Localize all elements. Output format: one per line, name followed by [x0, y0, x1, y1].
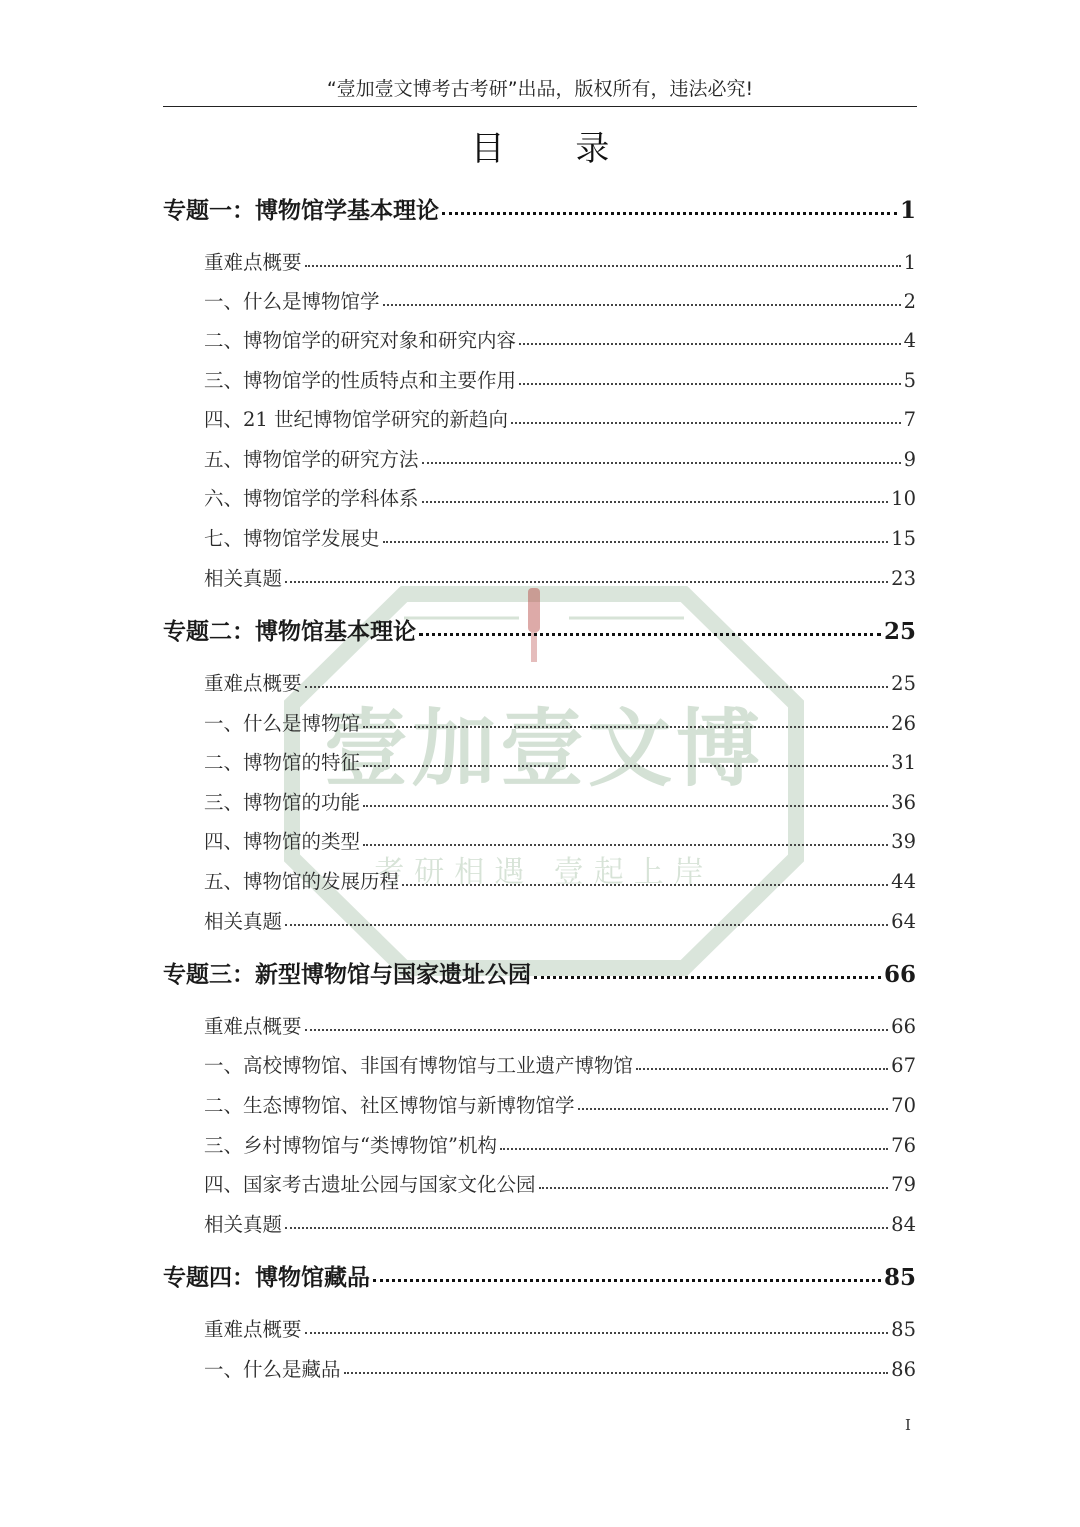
toc-dot-leader	[344, 1357, 889, 1377]
toc-entry-page: 36	[891, 791, 916, 814]
toc-entry-page: 5	[903, 369, 916, 392]
toc-entry-title: 二、博物馆的特征	[204, 751, 361, 774]
toc-entry-page: 23	[891, 567, 916, 590]
toc-entry-title: 三、博物馆学的性质特点和主要作用	[204, 369, 517, 392]
toc-entry-page: 39	[891, 830, 916, 853]
toc-entry-title: 四、国家考古遗址公园与国家文化公园	[204, 1173, 536, 1196]
toc-section-entry[interactable]	[163, 787, 916, 819]
toc-entry-page: 79	[891, 1173, 916, 1196]
toc-chapter-entry[interactable]	[163, 1260, 916, 1296]
toc-dot-leader	[422, 447, 901, 467]
toc-entry-title: 重难点概要	[204, 1015, 302, 1038]
toc-dot-leader	[285, 566, 888, 586]
toc-entry-page: 86	[891, 1358, 916, 1381]
toc-dot-leader	[442, 195, 897, 218]
toc-dot-leader	[636, 1053, 888, 1073]
toc-entry-title: 三、乡村博物馆与“类博物馆”机构	[204, 1134, 497, 1157]
toc-entry-page: 15	[891, 527, 916, 550]
toc-section-entry[interactable]	[163, 483, 916, 515]
toc-dot-leader	[305, 1014, 889, 1034]
toc-entry-page: 1	[899, 197, 916, 224]
toc-dot-leader	[511, 407, 901, 427]
toc-entry-page: 10	[891, 487, 916, 510]
toc-entry-title: 一、什么是博物馆	[204, 712, 361, 735]
toc-entry-title: 一、什么是藏品	[204, 1358, 341, 1381]
toc-dot-leader	[363, 711, 888, 731]
toc-dot-leader	[578, 1093, 889, 1113]
toc-section-entry[interactable]	[163, 1354, 916, 1386]
toc-entry-title: 五、博物馆的发展历程	[204, 870, 400, 893]
watermark-brand: 壹加壹文博	[323, 700, 765, 798]
toc-dot-leader	[419, 616, 881, 639]
toc-section-entry[interactable]	[163, 247, 916, 279]
toc-entry-page: 31	[891, 751, 916, 774]
toc-dot-leader	[534, 959, 881, 982]
toc-entry-page: 70	[891, 1094, 916, 1117]
toc-entry-page: 1	[903, 251, 916, 274]
toc-dot-leader	[500, 1133, 888, 1153]
toc-section-entry[interactable]	[163, 1050, 916, 1082]
toc-entry-title: 六、博物馆学的学科体系	[204, 487, 419, 510]
toc-entry-title: 专题四：博物馆藏品	[163, 1264, 370, 1291]
toc-entry-title: 七、博物馆学发展史	[204, 527, 380, 550]
toc-entry-page: 25	[883, 618, 916, 645]
toc-entry-page: 84	[891, 1213, 916, 1236]
toc-entry-title: 四、21 世纪博物馆学研究的新趋向	[204, 408, 509, 431]
toc-dot-leader	[305, 250, 901, 270]
toc-section-entry[interactable]	[163, 1090, 916, 1122]
toc-entry-title: 五、博物馆学的研究方法	[204, 448, 419, 471]
toc-section-entry[interactable]	[163, 866, 916, 898]
toc-dot-leader	[305, 1317, 889, 1337]
toc-entry-title: 一、高校博物馆、非国有博物馆与工业遗产博物馆	[204, 1054, 634, 1077]
toc-title: 目 录	[470, 129, 640, 169]
toc-entry-page: 66	[883, 961, 916, 988]
toc-section-entry[interactable]	[163, 1209, 916, 1241]
toc-entry-page: 67	[891, 1054, 916, 1077]
toc-dot-leader	[383, 526, 889, 546]
toc-entry-title: 一、什么是博物馆学	[204, 290, 380, 313]
watermark-slogan: 考研相遇 壹起上岸	[374, 855, 714, 890]
page-number: I	[905, 1416, 911, 1434]
toc-dot-leader	[402, 869, 888, 889]
toc-entry-page: 85	[891, 1318, 916, 1341]
toc-section-entry[interactable]	[163, 325, 916, 357]
toc-section-entry[interactable]	[163, 906, 916, 938]
toc-section-entry[interactable]	[163, 1314, 916, 1346]
toc-entry-page: 7	[903, 408, 916, 431]
toc-entry-page: 9	[903, 448, 916, 471]
toc-entry-page: 64	[891, 910, 916, 933]
toc-entry-page: 2	[903, 290, 916, 313]
toc-entry-page: 25	[891, 672, 916, 695]
toc-section-entry[interactable]	[163, 563, 916, 595]
toc-dot-leader	[363, 829, 888, 849]
toc-dot-leader	[539, 1172, 889, 1192]
toc-dot-leader	[305, 671, 889, 691]
running-header-text: “壹加壹文博考古考研”出品，版权所有，违法必究!	[326, 78, 754, 100]
toc-entry-page: 26	[891, 712, 916, 735]
toc-section-entry[interactable]	[163, 286, 916, 318]
toc-dot-leader	[363, 790, 888, 810]
toc-chapter-entry[interactable]	[163, 614, 916, 650]
toc-entry-title: 二、博物馆学的研究对象和研究内容	[204, 329, 517, 352]
toc-entry-title: 重难点概要	[204, 1318, 302, 1341]
toc-entry-title: 重难点概要	[204, 672, 302, 695]
toc-section-entry[interactable]	[163, 826, 916, 858]
running-header	[163, 74, 917, 107]
toc-section-entry[interactable]	[163, 747, 916, 779]
toc-section-entry[interactable]	[163, 523, 916, 555]
toc-section-entry[interactable]	[163, 708, 916, 740]
toc-dot-leader	[363, 750, 888, 770]
toc-entry-title: 相关真题	[204, 1213, 283, 1236]
toc-entry-title: 专题三：新型博物馆与国家遗址公园	[163, 961, 531, 988]
toc-dot-leader	[519, 368, 901, 388]
toc-section-entry[interactable]	[163, 1169, 916, 1201]
toc-chapter-entry[interactable]	[163, 193, 916, 229]
toc-section-entry[interactable]	[163, 365, 916, 397]
toc-dot-leader	[285, 909, 888, 929]
toc-entry-page: 66	[891, 1015, 916, 1038]
toc-entry-title: 四、博物馆的类型	[204, 830, 361, 853]
toc-dot-leader	[519, 328, 901, 348]
toc-dot-leader	[373, 1262, 881, 1285]
toc-chapter-entry[interactable]	[163, 957, 916, 993]
toc-entry-title: 三、博物馆的功能	[204, 791, 361, 814]
toc-entry-page: 85	[883, 1264, 916, 1291]
toc-entry-title: 相关真题	[204, 910, 283, 933]
toc-entry-title: 专题二：博物馆基本理论	[163, 618, 416, 645]
toc-entry-title: 专题一：博物馆学基本理论	[163, 197, 439, 224]
toc-entry-title: 相关真题	[204, 567, 283, 590]
toc-entry-page: 76	[891, 1134, 916, 1157]
toc-section-entry[interactable]	[163, 668, 916, 700]
toc-entry-title: 二、生态博物馆、社区博物馆与新博物馆学	[204, 1094, 575, 1117]
toc-dot-leader	[422, 486, 889, 506]
toc-section-entry[interactable]	[163, 404, 916, 436]
toc-entry-page: 4	[903, 329, 916, 352]
toc-entry-page: 44	[891, 870, 916, 893]
toc-dot-leader	[383, 289, 901, 309]
toc-section-entry[interactable]	[163, 1130, 916, 1162]
toc-section-entry[interactable]	[163, 1011, 916, 1043]
toc-dot-leader	[285, 1212, 888, 1232]
toc-section-entry[interactable]	[163, 444, 916, 476]
toc-entry-title: 重难点概要	[204, 251, 302, 274]
